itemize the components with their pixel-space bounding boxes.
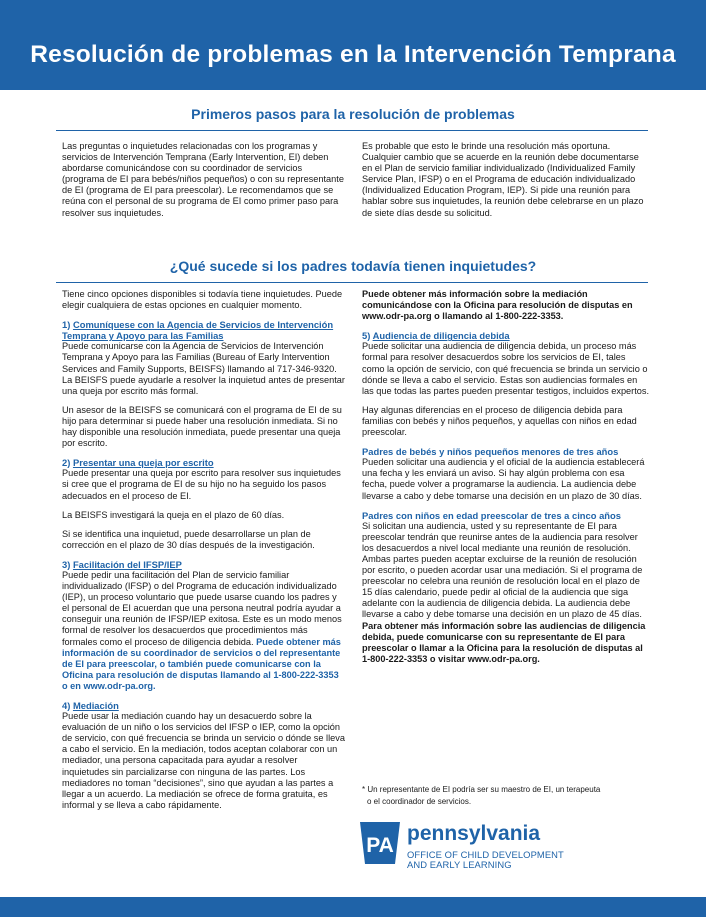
section-divider bbox=[56, 130, 648, 131]
pa-keystone-label: PA bbox=[366, 834, 394, 857]
preschool-paragraph: Si solicitan una audiencia, usted y su representante de EI para preescolar tendrán que reunirse antes de la audiencia para resolver los desacuerdos a nivel local mediante una reunión de resolución. Ambas partes pueden aceptar excluirse de la reunión de resolución por escrito, o pueden acordar usar una mediación. Si el programa de preescolar no celebra una reunión de resolución local en el plazo de 15 días calendario, puede pedir al oficial de la audiencia que siga adelante con la audiencia de diligencia debida. La audiencia debe llevarse a cabo y debe tomarse una decisión en un plazo de 45 días. Para obtener más información sobre las audiencias de diligencia debida, puede comunicarse con su representante de EI para preescolar o llamar a la Oficina para la resolución de disputas al 1-800-222-3353 o visitar www.odr-pa.org. bbox=[362, 520, 646, 664]
option-5-heading: 5) Audiencia de diligencia debida bbox=[362, 330, 510, 342]
section-divider bbox=[56, 282, 648, 283]
option-2-paragraph-3: Si se identifica una inquietud, puede desarrollarse un plan de corrección en el plazo de 30 días después de la investigación. bbox=[62, 528, 315, 550]
page-title: Resolución de problemas en la Intervención Temprana bbox=[30, 41, 676, 68]
first-steps-right-column bbox=[362, 141, 650, 227]
option-3-contact-info: Puede obtener más información de su coordinador de servicios o del representante de EI para preescolar, o también puede comunicarse con la Oficina para resolución de disputas llamando al 1-800-222-3353 o en www.odr-pa.org. bbox=[62, 636, 341, 691]
footnote: * Un representante de EI podría ser su maestro de EI, un terapeuta o el coordinador de servicios. bbox=[362, 785, 601, 806]
logo-office-line-1: OFFICE OF CHILD DEVELOPMENT bbox=[407, 849, 564, 860]
concerns-right-column bbox=[362, 289, 650, 673]
infants-paragraph: Pueden solicitar una audiencia y el oficial de la audiencia establecerá una fecha y les enviará un aviso. Si hay algún problema con esa fecha, puede volver a programarse la audiencia. La audiencia debe llevarse a cabo y debe tomarse una decisión en un plazo de 30 días. bbox=[362, 457, 645, 501]
option-4-paragraph: Puede usar la mediación cuando hay un desacuerdo sobre la evaluación de un niño o los servicios del IFSP o IEP, como la opción de servicio, con qué frecuencia se brinda un servicio o dónde se lleva a cabo el servicio. En la mediación, todos aceptan colaborar con un mediador, una persona capacitada para ayudar a resolver inquietudes sin parcializarse con ninguna de las partes. Los mediadores no toman “decisiones”, sino que ayudan a las partes a llegar a un acuerdo. La mediación se ofrece de forma gratuita, es informal y se lleva a cabo rápidamente. bbox=[62, 711, 345, 810]
pa-keystone-icon bbox=[357, 820, 403, 866]
option-4-heading: 4) Mediación bbox=[62, 700, 119, 711]
option-1-heading: 1) Comuníquese con la Agencia de Servicios de Intervención Temprana y Apoyo para las Familias bbox=[62, 319, 334, 342]
first-steps-left-column bbox=[62, 141, 345, 227]
pennsylvania-logo bbox=[357, 820, 657, 870]
option-2-paragraph-1: Puede presentar una queja por escrito para resolver sus inquietudes si cree que el programa de EI de su hijo no ha seguido los pasos adecuados en el proceso de EI. bbox=[62, 468, 341, 501]
section-title-first-steps: Primeros pasos para la resolución de problemas bbox=[191, 106, 515, 122]
infants-heading: Padres de bebés y niños pequeños menores de tres años bbox=[362, 446, 619, 458]
option-2-paragraph-2: La BEISFS investigará la queja en el plazo de 60 días. bbox=[62, 509, 285, 520]
first-steps-paragraph-left: Las preguntas o inquietudes relacionadas con los programas y servicios de Intervención Temprana (Early Intervention, EI) deben abordarse comunicándose con su coordinador de servicios (programa de EI para bebés/niños pequeños) o con su representante de EI (programa de EI para preescolar). Le recomendamos que se reúna con el personal de su programa de EI como primer paso para resolver sus inquietudes. bbox=[62, 141, 344, 218]
preschool-heading: Padres con niños en edad preescolar de tres a cinco años bbox=[362, 509, 621, 521]
mediation-contact-info: Puede obtener más información sobre la mediación comunicándose con la Oficina para resolución de disputas en www.odr-pa.org o llamando al 1-800-222-3353. bbox=[362, 289, 633, 322]
option-1-paragraph-2: Un asesor de la BEISFS se comunicará con el programa de EI de su hijo para determinar si puede haber una resolución inmediata. Si no hay disponible una resolución inmediata, puede presentar una queja por escrito. bbox=[62, 404, 342, 449]
header-banner bbox=[0, 0, 706, 90]
option-2-heading: 2) Presentar una queja por escrito bbox=[62, 457, 214, 469]
section-title-concerns: ¿Qué sucede si los padres todavía tienen inquietudes? bbox=[169, 258, 537, 274]
first-steps-paragraph-right: Es probable que esto le brinde una resolución más oportuna. Cualquier cambio que se acuerde en la reunión debe documentarse en el Plan de servicio familiar individualizado (Individualized Family Service Plan, IFSP) o en el Programa de educación individualizado (Individualized Education Program, IEP). Si pide una reunión para hablar sobre sus inquietudes, la reunión debe celebrarse en un plazo de siete días desde su solicitud. bbox=[362, 141, 644, 218]
option-1-paragraph-1: Puede comunicarse con la Agencia de Servicios de Intervención Temprana y Apoyo para las Familias (Bureau of Early Intervention Services and Family Supports, BEISFS) llamando al 717-346-9320. La BEISFS puede ayudarle a resolver la inquietud antes de presentar una queja por escrito más formal. bbox=[62, 341, 345, 396]
option-5-paragraph-1: Puede solicitar una audiencia de diligencia debida, un proceso más formal para resolver desacuerdos sobre los servicios de EI, tales como la opción de servicio, con qué frecuencia se brinda un servicio o dónde se lleva a cabo el servicio. Estas son audiencias formales en las que todas las partes pueden presentar testigos, incluidos expertos. bbox=[362, 341, 650, 396]
option-3-paragraph: Puede pedir una facilitación del Plan de servicio familiar individualizado (IFSP) o del Programa de educación individualizado (IEP), un proceso voluntario que puede usarse cuando los padres y el personal de EI acuerdan que una persona neutral podría ayudar a conseguir una reunión de IFSP/IEP exitosa. Este es un modo menos formal de resolver los desacuerdos que procedimientos más formales como el proceso de diligencia debida. Puede obtener más información de su coordinador de servicios o del representante de EI para preescolar, o también puede comunicarse con la Oficina para resolución de disputas llamando al 1-800-222-3353 o en www.odr-pa.org. bbox=[62, 569, 342, 691]
concerns-left-column bbox=[62, 289, 345, 819]
logo-state-name: pennsylvania bbox=[407, 822, 541, 845]
option-3-heading: 3) Facilitación del IFSP/IEP bbox=[62, 558, 182, 570]
footer-bar bbox=[0, 897, 706, 917]
logo-office-line-2: AND EARLY LEARNING bbox=[407, 859, 512, 870]
option-5-paragraph-2: Hay algunas diferencias en el proceso de diligencia debida para familias con bebés y niños pequeños, y aquellas con niños en edad preescolar. bbox=[362, 404, 637, 438]
concerns-intro: Tiene cinco opciones disponibles si todavía tiene inquietudes. Puede elegir cualquiera de estas opciones en cualquier momento. bbox=[62, 289, 343, 311]
preschool-contact-info: Para obtener más información sobre las audiencias de diligencia debida, puede comunicarse con su representante de EI para preescolar o llamar a la Oficina para la resolución de disputas al 1-800-222-3353 o visitar www.odr-pa.org. bbox=[362, 620, 646, 664]
